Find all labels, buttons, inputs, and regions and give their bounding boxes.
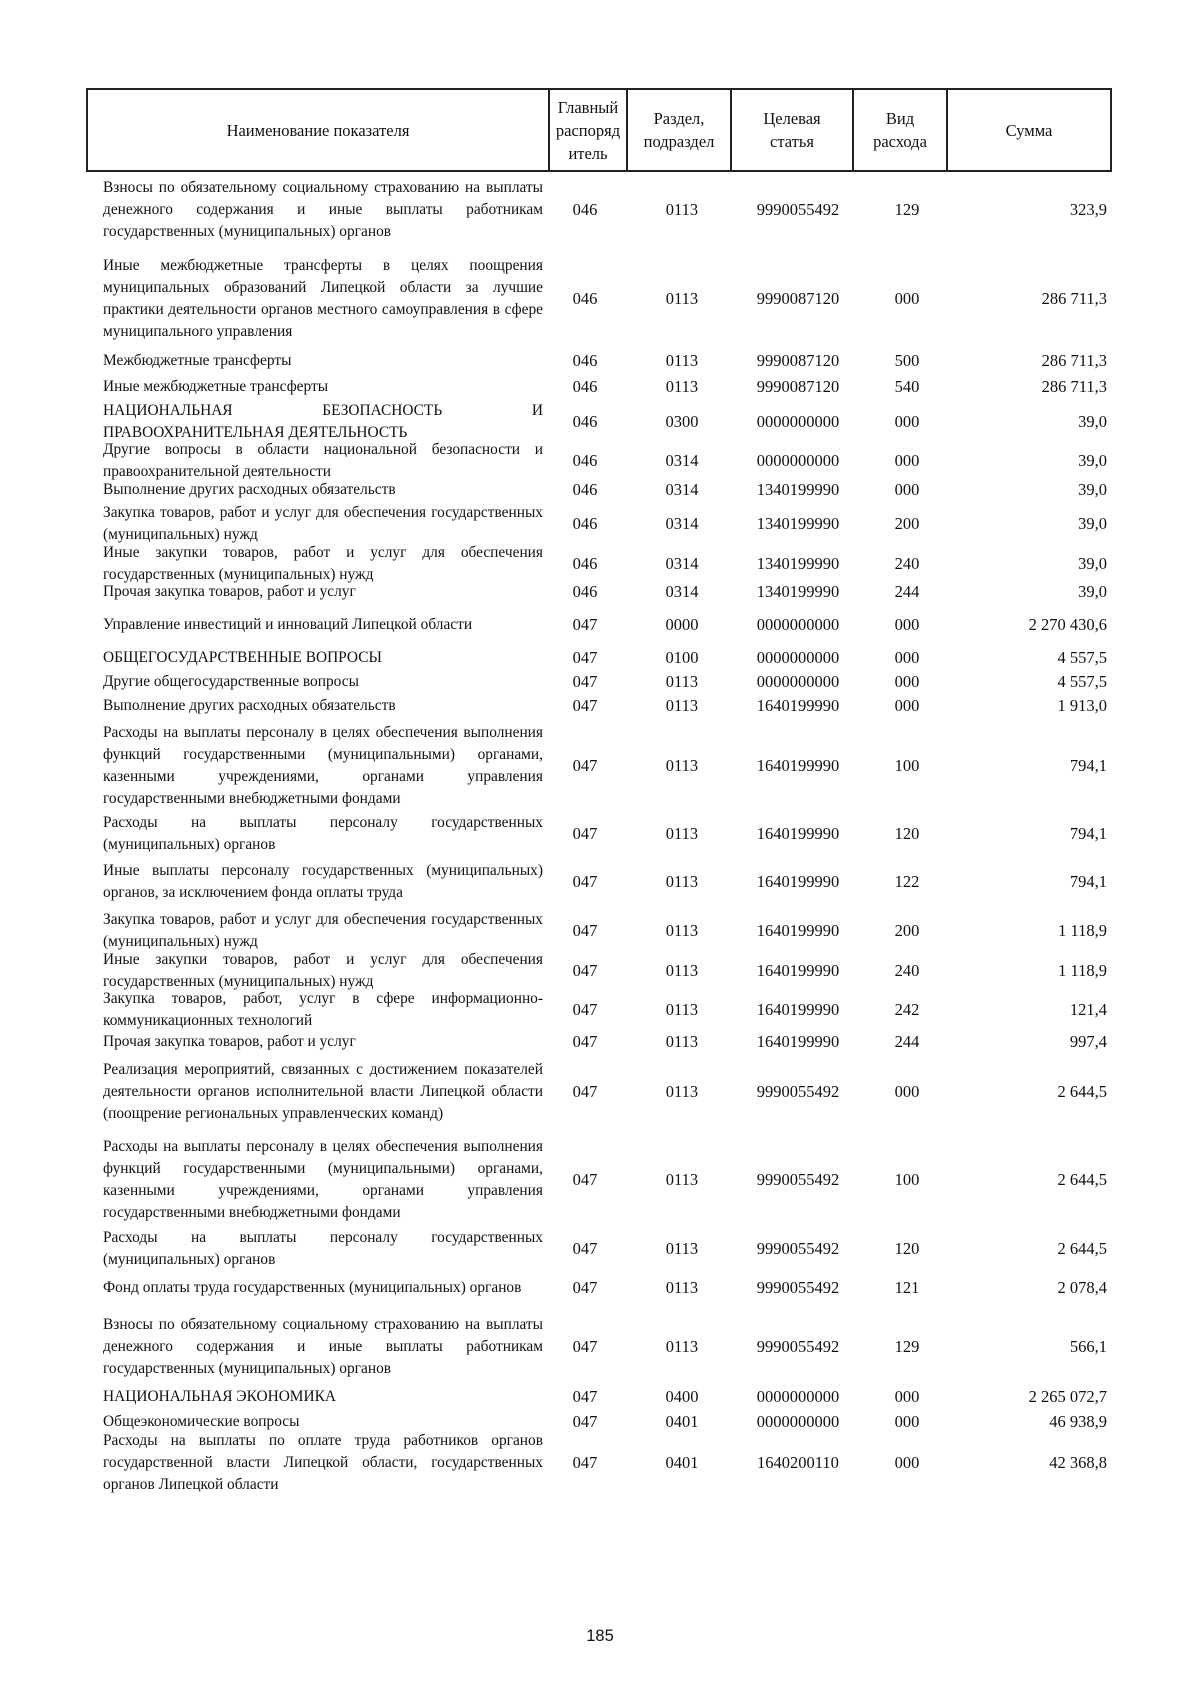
row-tselevaya: 0000000000 [756, 615, 840, 634]
row-razdel: 0113 [665, 200, 699, 219]
row-glavny: 047 [572, 1337, 598, 1356]
row-tselevaya: 0000000000 [756, 1387, 840, 1406]
row-summa: 39,0 [1078, 514, 1107, 533]
row-vid: 540 [894, 377, 920, 396]
row-razdel: 0113 [665, 289, 699, 308]
row-summa: 2 644,5 [1057, 1170, 1107, 1189]
row-razdel: 0314 [665, 554, 699, 573]
table-row [0, 581, 1200, 603]
row-name: Прочая закупка товаров, работ и услуг [103, 583, 356, 600]
table-row [0, 1430, 1200, 1496]
row-tselevaya: 9990055492 [756, 1082, 840, 1101]
table-row [0, 247, 1200, 351]
row-tselevaya: 1340199990 [756, 554, 840, 573]
row-vid: 000 [894, 1387, 920, 1406]
row-name: Межбюджетные трансферты [103, 352, 292, 369]
row-glavny: 047 [572, 1170, 598, 1189]
row-name: Выполнение других расходных обязательств [103, 697, 396, 714]
table-row [0, 166, 1200, 254]
row-razdel: 0113 [665, 696, 699, 715]
row-razdel: 0401 [665, 1453, 699, 1472]
row-glavny: 046 [572, 377, 598, 396]
row-razdel: 0113 [665, 1000, 699, 1019]
row-summa: 1 913,0 [1057, 696, 1107, 715]
row-tselevaya: 0000000000 [756, 672, 840, 691]
row-summa: 2 644,5 [1057, 1239, 1107, 1258]
row-tselevaya: 1340199990 [756, 582, 840, 601]
row-summa: 2 270 430,6 [1028, 615, 1107, 634]
row-glavny: 047 [572, 672, 598, 691]
row-razdel: 0314 [665, 480, 699, 499]
row-glavny: 046 [572, 351, 598, 370]
row-name: Взносы по обязательному социальному страхованию на выплаты денежного содержания и иные выплаты работникам государственных (муниципальных) органов [103, 179, 543, 240]
row-tselevaya: 9990055492 [756, 1337, 840, 1356]
table-row [0, 949, 1200, 993]
row-razdel: 0300 [665, 412, 699, 431]
header-tselevaya: Целевая статья [730, 90, 852, 170]
table-row [0, 849, 1200, 915]
row-vid: 000 [894, 1082, 920, 1101]
row-name: Закупка товаров, работ и услуг для обеспечения государственных (муниципальных) нужд [103, 504, 543, 543]
row-glavny: 047 [572, 696, 598, 715]
row-vid: 100 [894, 756, 920, 775]
row-razdel: 0113 [665, 672, 699, 691]
row-name: Расходы на выплаты персоналу государственных (муниципальных) органов [103, 1229, 543, 1268]
row-tselevaya: 0000000000 [756, 648, 840, 667]
row-glavny: 047 [572, 648, 598, 667]
row-razdel: 0113 [665, 1082, 699, 1101]
row-tselevaya: 9990055492 [756, 200, 840, 219]
row-name: Управление инвестиций и инноваций Липецкой области [103, 616, 473, 633]
row-name: Иные межбюджетные трансферты в целях поощрения муниципальных образований Липецкой области за лучшие практики деятельности органов местного самоуправления в сфере муниципального управления [103, 257, 543, 340]
row-tselevaya: 1640199990 [756, 1000, 840, 1019]
row-summa: 323,9 [1069, 200, 1107, 219]
row-razdel: 0113 [665, 351, 699, 370]
header-summa: Сумма [946, 90, 1110, 170]
row-vid: 000 [894, 672, 920, 691]
table-row [0, 614, 1200, 636]
row-vid: 129 [894, 1337, 920, 1356]
row-name: Закупка товаров, работ и услуг для обеспечения государственных (муниципальных) нужд [103, 911, 543, 950]
row-glavny: 047 [572, 1453, 598, 1472]
table-row [0, 350, 1200, 372]
row-razdel: 0314 [665, 451, 699, 470]
row-glavny: 046 [572, 554, 598, 573]
row-name: Реализация мероприятий, связанных с достижением показателей деятельности органов исполнительной власти Липецкой области (поощрение региональных управленческих команд) [103, 1061, 543, 1122]
row-summa: 794,1 [1069, 756, 1107, 775]
table-row [0, 714, 1200, 818]
row-name: НАЦИОНАЛЬНАЯ БЕЗОПАСНОСТЬ И ПРАВООХРАНИТЕЛЬНАЯ ДЕЯТЕЛЬНОСТЬ [103, 402, 543, 441]
row-name: Взносы по обязательному социальному страхованию на выплаты денежного содержания и иные выплаты работникам государственных (муниципальных) органов [103, 1316, 543, 1377]
row-vid: 000 [894, 480, 920, 499]
row-vid: 100 [894, 1170, 920, 1189]
row-vid: 240 [894, 554, 920, 573]
row-glavny: 046 [572, 200, 598, 219]
row-name: Общеэкономические вопросы [103, 1413, 300, 1430]
row-vid: 000 [894, 1453, 920, 1472]
header-name: Наименование показателя [226, 120, 410, 140]
row-tselevaya: 1640200110 [757, 1453, 839, 1472]
row-vid: 000 [894, 289, 920, 308]
row-tselevaya: 9990055492 [756, 1170, 840, 1189]
row-glavny: 047 [572, 1412, 598, 1431]
row-summa: 2 078,4 [1057, 1278, 1107, 1297]
row-summa: 121,4 [1069, 1000, 1107, 1019]
row-glavny: 047 [572, 961, 598, 980]
row-tselevaya: 1640199990 [756, 1032, 840, 1051]
row-name: ОБЩЕГОСУДАРСТВЕННЫЕ ВОПРОСЫ [103, 649, 382, 666]
row-vid: 121 [894, 1278, 920, 1297]
row-tselevaya: 1640199990 [756, 961, 840, 980]
page-number: 185 [586, 1627, 614, 1645]
row-glavny: 047 [572, 1387, 598, 1406]
row-vid: 122 [894, 872, 920, 891]
row-summa: 794,1 [1069, 824, 1107, 843]
row-glavny: 047 [572, 615, 598, 634]
row-razdel: 0113 [665, 824, 699, 843]
row-summa: 39,0 [1078, 582, 1107, 601]
row-summa: 39,0 [1078, 480, 1107, 499]
row-summa: 286 711,3 [1041, 289, 1107, 308]
row-vid: 240 [894, 961, 920, 980]
row-name: Иные закупки товаров, работ и услуг для обеспечения государственных (муниципальных) нужд [103, 951, 543, 990]
row-name: Расходы на выплаты персоналу в целях обеспечения выполнения функций государственными (муниципальными) органами, казенными учреждениями, органами управления государственными внебюджетными фондами [103, 1138, 543, 1221]
row-name: НАЦИОНАЛЬНАЯ ЭКОНОМИКА [103, 1388, 336, 1405]
row-summa: 2 265 072,7 [1028, 1387, 1107, 1406]
row-name: Расходы на выплаты по оплате труда работников органов государственной власти Липецкой области, государственных органов Липецкой области [103, 1432, 543, 1493]
row-summa: 39,0 [1078, 554, 1107, 573]
row-glavny: 046 [572, 289, 598, 308]
row-summa: 286 711,3 [1041, 351, 1107, 370]
row-name: Закупка товаров, работ, услуг в сфере информационно-коммуникационных технологий [103, 990, 543, 1029]
row-vid: 120 [894, 824, 920, 843]
row-glavny: 047 [572, 1278, 598, 1297]
row-razdel: 0314 [665, 514, 699, 533]
row-razdel: 0113 [665, 377, 699, 396]
table-row [0, 1048, 1200, 1136]
table-row [0, 1227, 1200, 1271]
row-summa: 1 118,9 [1058, 961, 1107, 980]
row-razdel: 0113 [665, 1032, 699, 1051]
row-name: Фонд оплаты труда государственных (муниципальных) органов [103, 1279, 522, 1296]
row-razdel: 0000 [665, 615, 699, 634]
table-row [0, 647, 1200, 669]
table-row [0, 479, 1200, 501]
row-razdel: 0113 [665, 872, 699, 891]
table-row [0, 439, 1200, 483]
row-tselevaya: 9990087120 [756, 289, 840, 308]
table-row [0, 502, 1200, 546]
row-glavny: 046 [572, 480, 598, 499]
row-tselevaya: 9990087120 [756, 351, 840, 370]
header-razdel: Раздел, подраздел [626, 90, 730, 170]
row-razdel: 0314 [665, 582, 699, 601]
row-summa: 566,1 [1069, 1337, 1107, 1356]
row-razdel: 0113 [665, 1170, 699, 1189]
table-row [0, 671, 1200, 693]
row-tselevaya: 0000000000 [756, 451, 840, 470]
row-summa: 4 557,5 [1057, 672, 1107, 691]
table-header [86, 88, 1112, 172]
row-razdel: 0400 [665, 1387, 699, 1406]
row-summa: 46 938,9 [1049, 1412, 1107, 1431]
row-summa: 42 368,8 [1049, 1453, 1107, 1472]
row-name: Иные закупки товаров, работ и услуг для обеспечения государственных (муниципальных) нужд [103, 544, 543, 583]
row-summa: 286 711,3 [1041, 377, 1107, 396]
row-vid: 200 [894, 921, 920, 940]
row-glavny: 047 [572, 756, 598, 775]
row-tselevaya: 1640199990 [756, 696, 840, 715]
row-vid: 000 [894, 412, 920, 431]
row-vid: 242 [894, 1000, 920, 1019]
row-glavny: 047 [572, 1239, 598, 1258]
row-tselevaya: 1340199990 [756, 514, 840, 533]
row-glavny: 047 [572, 1032, 598, 1051]
row-vid: 244 [894, 1032, 920, 1051]
row-glavny: 047 [572, 824, 598, 843]
table-row [0, 1128, 1200, 1232]
row-razdel: 0113 [665, 1239, 699, 1258]
row-name: Выполнение других расходных обязательств [103, 481, 396, 498]
row-vid: 129 [894, 200, 920, 219]
row-razdel: 0113 [665, 1278, 699, 1297]
row-tselevaya: 1640199990 [756, 921, 840, 940]
table-row [0, 1386, 1200, 1408]
row-summa: 4 557,5 [1057, 648, 1107, 667]
row-summa: 39,0 [1078, 412, 1107, 431]
row-tselevaya: 9990087120 [756, 377, 840, 396]
row-tselevaya: 0000000000 [756, 412, 840, 431]
row-vid: 120 [894, 1239, 920, 1258]
table-row [0, 909, 1200, 953]
row-vid: 000 [894, 615, 920, 634]
table-row [0, 400, 1200, 444]
row-vid: 000 [894, 648, 920, 667]
header-vid: Вид расхода [852, 90, 946, 170]
row-glavny: 046 [572, 582, 598, 601]
row-vid: 500 [894, 351, 920, 370]
row-razdel: 0113 [665, 921, 699, 940]
row-tselevaya: 0000000000 [756, 1412, 840, 1431]
table-row [0, 988, 1200, 1032]
row-vid: 000 [894, 1412, 920, 1431]
row-razdel: 0113 [665, 1337, 699, 1356]
row-glavny: 047 [572, 1000, 598, 1019]
row-glavny: 046 [572, 451, 598, 470]
row-vid: 244 [894, 582, 920, 601]
row-glavny: 047 [572, 921, 598, 940]
row-summa: 997,4 [1069, 1032, 1107, 1051]
row-name: Иные межбюджетные трансферты [103, 378, 329, 395]
table-row [0, 1303, 1200, 1391]
row-name: Иные выплаты персоналу государственных (муниципальных) органов, за исключением фонда оплаты труда [103, 862, 543, 901]
row-glavny: 046 [572, 514, 598, 533]
row-tselevaya: 1640199990 [756, 756, 840, 775]
row-name: Расходы на выплаты персоналу в целях обеспечения выполнения функций государственными (муниципальными) органами, казенными учреждениями, органами управления государственными внебюджетными фондами [103, 724, 543, 807]
row-summa: 2 644,5 [1057, 1082, 1107, 1101]
row-name: Другие общегосударственные вопросы [103, 673, 359, 690]
row-tselevaya: 1640199990 [756, 824, 840, 843]
row-summa: 794,1 [1069, 872, 1107, 891]
row-summa: 1 118,9 [1058, 921, 1107, 940]
row-glavny: 047 [572, 1082, 598, 1101]
row-vid: 000 [894, 451, 920, 470]
row-tselevaya: 9990055492 [756, 1239, 840, 1258]
row-razdel: 0113 [665, 961, 699, 980]
row-tselevaya: 9990055492 [756, 1278, 840, 1297]
row-tselevaya: 1340199990 [756, 480, 840, 499]
header-glavny: Главный распоряд итель [548, 90, 626, 170]
row-name: Другие вопросы в области национальной безопасности и правоохранительной деятельности [103, 441, 543, 480]
row-razdel: 0401 [665, 1412, 699, 1431]
row-vid: 000 [894, 696, 920, 715]
row-glavny: 047 [572, 872, 598, 891]
row-vid: 200 [894, 514, 920, 533]
row-glavny: 046 [572, 412, 598, 431]
row-name: Расходы на выплаты персоналу государственных (муниципальных) органов [103, 814, 543, 853]
row-name: Прочая закупка товаров, работ и услуг [103, 1033, 356, 1050]
row-tselevaya: 1640199990 [756, 872, 840, 891]
row-razdel: 0113 [665, 756, 699, 775]
table-row [0, 542, 1200, 586]
table-row [0, 376, 1200, 398]
row-razdel: 0100 [665, 648, 699, 667]
row-summa: 39,0 [1078, 451, 1107, 470]
